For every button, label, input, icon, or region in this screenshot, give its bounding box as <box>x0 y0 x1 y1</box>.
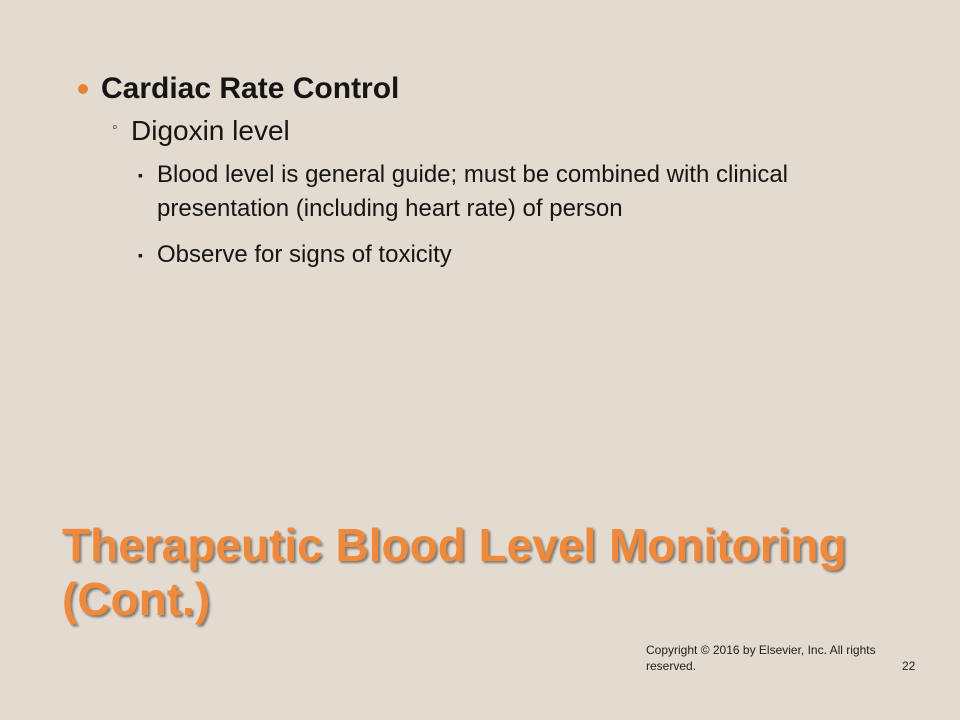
slide-title <box>62 518 902 626</box>
bullet-level3-item <box>138 238 897 272</box>
bullet-level2 <box>112 114 898 148</box>
bullet-list <box>78 70 898 284</box>
dot-bullet-icon: ▪ <box>138 167 143 183</box>
bullet-level3-text: Blood level is general guide; must be combined with clinical presentation (including heart rate) of person <box>157 161 789 222</box>
copyright-notice: Copyright © 2016 by Elsevier, Inc. All rights reserved. <box>646 643 876 673</box>
bullet-level1-text: Cardiac Rate Control <box>101 72 400 105</box>
bullet-level1 <box>78 70 898 108</box>
bullet-level3-text: Observe for signs of toxicity <box>157 241 452 268</box>
slide-title-line1: Therapeutic Blood Level Monitoring <box>62 519 847 571</box>
page-number: 22 <box>902 659 916 673</box>
bullet-level2-text: Digoxin level <box>131 115 290 146</box>
bullet-level3-item <box>138 158 897 226</box>
hollow-circle-bullet-icon: ◦ <box>112 119 118 136</box>
filled-circle-bullet-icon <box>78 84 88 94</box>
slide-title-line2: (Cont.) <box>62 573 211 625</box>
dot-bullet-icon: ▪ <box>138 247 143 263</box>
